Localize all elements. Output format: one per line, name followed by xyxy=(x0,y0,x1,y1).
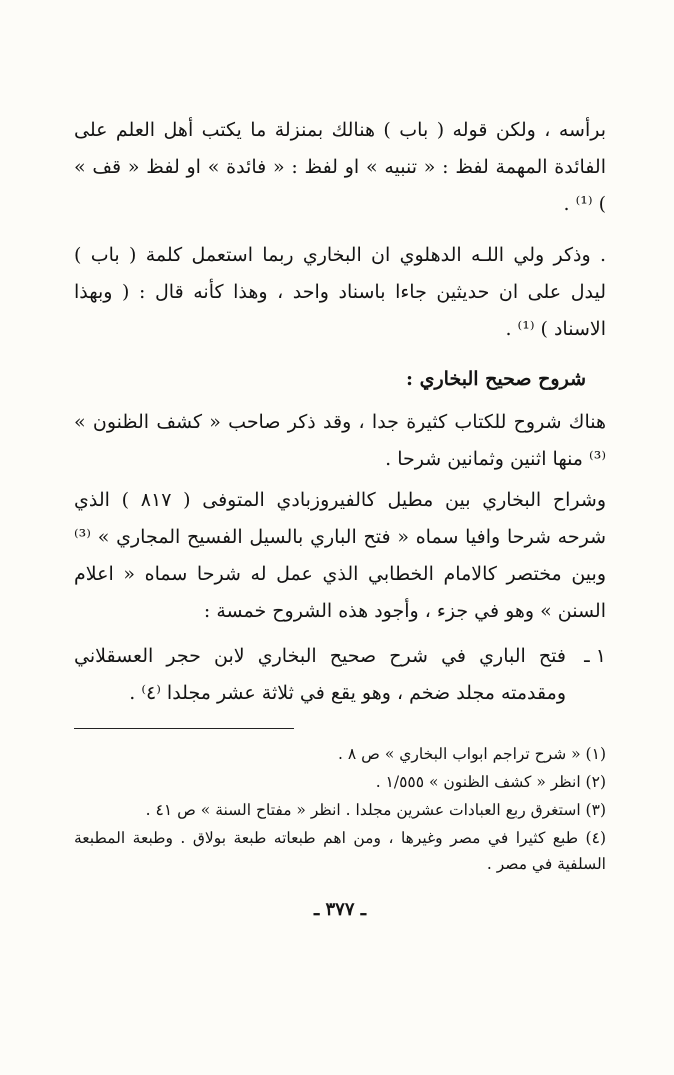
section-heading: شروح صحيح البخاري : xyxy=(406,368,586,390)
paragraph-2: . وذكر ولي اللـه الدهلوي ان البخاري ربما استعمل كلمة ( باب ) ليدل على ان حديثين جاءا باسناد واحد ، وهذا كأنه قال : ( وبهذا الاسناد ) ⁽¹⁾ . xyxy=(74,244,606,340)
footnote-3: (٣) استغرق ربع العبادات عشرين مجلدا . انظر « مفتاح السنة » ص ٤١ . xyxy=(145,801,606,819)
footnote-divider xyxy=(74,728,294,729)
footnote-2: (٢) انظر « كشف الظنون » ١/٥٥٥ . xyxy=(375,773,606,791)
paragraph-1: برأسه ، ولكن قوله ( باب ) هنالك بمنزلة ما يكتب أهل العلم على الفائدة المهمة لفظ : « تنبيه » او لفظ : « فائدة » او لفظ « قف » ) ⁽¹⁾ . xyxy=(74,119,606,215)
paragraph-3: هناك شروح للكتاب كثيرة جدا ، وقد ذكر صاحب « كشف الظنون » ⁽³⁾ منها اثنين وثمانين شرحا . xyxy=(74,411,606,470)
paragraph-4: وشراح البخاري بين مطيل كالفيروزبادي المتوفى ( ٨١٧ ) الذي شرحه شرحا وافيا سماه « فتح الباري بالسيل الفسيح المجاري » ⁽³⁾ وبين مختصر كالامام الخطابي الذي عمل له شرحا سماه « اعلام السنن » وهو في جزء ، وأجود هذه الشروح خمسة : xyxy=(74,489,606,622)
footnotes xyxy=(74,741,606,877)
list-item-text: فتح الباري في شرح صحيح البخاري لابن حجر العسقلاني ومقدمته مجلد ضخم ، وهو يقع في ثلاثة عشر مجلدا ⁽٤⁾ . xyxy=(74,645,566,704)
footnote-1: (١) « شرح تراجم ابواب البخاري » ص ٨ . xyxy=(338,745,606,763)
page xyxy=(74,112,606,920)
list-item-number: ١ ـ xyxy=(584,645,606,667)
page-number: ـ ٣٧٧ ـ xyxy=(313,899,367,920)
list-item xyxy=(74,638,606,712)
main-text xyxy=(74,112,606,712)
footnote-4: (٤) طبع كثيرا في مصر وغيرها ، ومن اهم طبعاته طبعة بولاق . وطبعة المطبعة السلفية في مصر . xyxy=(74,829,606,873)
